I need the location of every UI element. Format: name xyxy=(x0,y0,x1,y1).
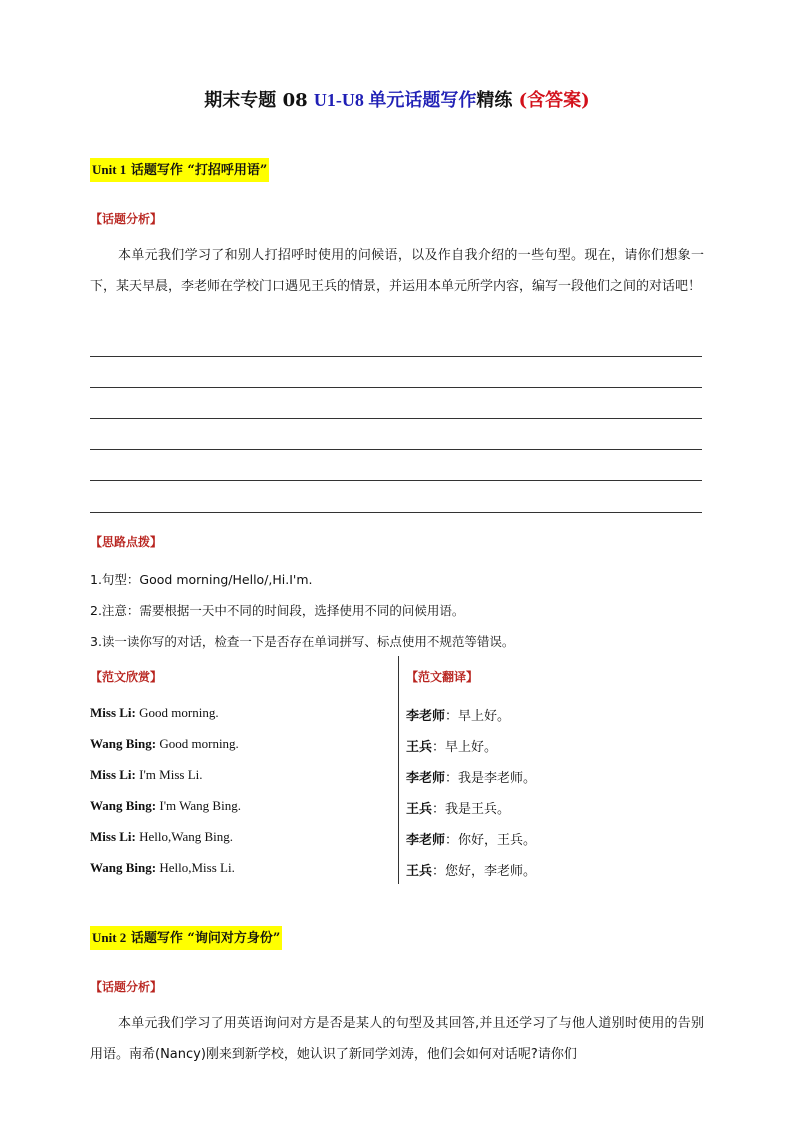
dialog-text: Hello,Miss Li. xyxy=(156,860,235,875)
dialog-speaker: Miss Li: xyxy=(90,705,136,720)
translation-text: ：我是李老师。 xyxy=(445,771,537,786)
translation-line xyxy=(406,705,510,724)
dialog-text: I'm Miss Li. xyxy=(135,767,203,782)
unit1-tip: 1.句型：Good morning/Hello/,Hi.I'm. xyxy=(90,572,313,587)
writing-line xyxy=(90,387,702,388)
sample-dialog-line xyxy=(90,736,239,752)
unit2-heading-cn: 话题写作 “询问对方身份” xyxy=(126,931,281,946)
unit1-tip: 3.读一读你写的对话，检查一下是否存在单词拼写、标点使用不规范等错误。 xyxy=(90,634,515,649)
translation-line xyxy=(406,767,536,786)
translation-text: ：早上好。 xyxy=(432,740,498,755)
translation-text: ：你好，王兵。 xyxy=(445,833,537,848)
unit2-analysis-text: 本单元我们学习了用英语询问对方是否是某人的句型及其回答,并且还学习了与他人道别时使用的告别用语。南希(Nancy)刚来到新学校，她认识了新同学刘涛，他们会如何对话呢?请你们 xyxy=(90,1016,704,1062)
unit1-analysis-tag: 【话题分析】 xyxy=(90,212,163,226)
column-divider xyxy=(398,656,399,884)
dialog-text: I'm Wang Bing. xyxy=(156,798,241,813)
translation-speaker: 李老师 xyxy=(406,833,446,848)
unit1-sample-tag: 【范文欣赏】 xyxy=(90,670,163,684)
dialog-speaker: Miss Li: xyxy=(90,829,136,844)
translation-speaker: 王兵 xyxy=(406,864,433,879)
dialog-speaker: Wang Bing: xyxy=(90,798,157,813)
dialog-speaker: Wang Bing: xyxy=(90,860,157,875)
sample-dialog-line xyxy=(90,798,241,814)
writing-line xyxy=(90,512,702,513)
unit2-analysis-tag: 【话题分析】 xyxy=(90,980,163,994)
writing-line xyxy=(90,356,702,357)
writing-line xyxy=(90,418,702,419)
sample-dialog-line xyxy=(90,860,235,876)
dialog-speaker: Wang Bing: xyxy=(90,736,157,751)
writing-line xyxy=(90,480,702,481)
translation-speaker: 李老师 xyxy=(406,771,446,786)
unit1-tip: 2.注意：需要根据一天中不同的时间段，选择使用不同的问候用语。 xyxy=(90,603,465,618)
unit1-heading-cn: 话题写作 “打招呼用语” xyxy=(126,163,268,178)
title-answer-note: (含答案) xyxy=(512,90,590,111)
unit2-heading xyxy=(90,926,282,950)
unit1-heading xyxy=(90,158,269,182)
translation-speaker: 王兵 xyxy=(406,802,433,817)
translation-line xyxy=(406,798,510,817)
unit1-heading-en: Unit 1 xyxy=(92,162,127,177)
sample-dialog-line xyxy=(90,767,203,783)
dialog-speaker: Miss Li: xyxy=(90,767,136,782)
sample-dialog-line xyxy=(90,829,233,845)
dialog-text: Good morning. xyxy=(135,705,219,720)
translation-text: ：您好，李老师。 xyxy=(432,864,537,879)
translation-text: ：早上好。 xyxy=(445,709,511,724)
dialog-text: Good morning. xyxy=(156,736,239,751)
title-practice: 精练 xyxy=(476,90,513,111)
translation-text: ：我是王兵。 xyxy=(432,802,511,817)
translation-line xyxy=(406,736,497,755)
page-title xyxy=(0,86,794,112)
unit2-heading-en: Unit 2 xyxy=(92,930,127,945)
dialog-text: Hello,Wang Bing. xyxy=(135,829,234,844)
translation-line xyxy=(406,860,536,879)
unit1-analysis-text: 本单元我们学习了和别人打招呼时使用的问候语，以及作自我介绍的一些句型。现在，请你们想象一下，某天早晨，李老师在学校门口遇见王兵的情景，并运用本单元所学内容，编写一段他们之间的对话吧！ xyxy=(90,248,704,294)
writing-line xyxy=(90,449,702,450)
translation-line xyxy=(406,829,536,848)
unit1-tips-tag: 【思路点拨】 xyxy=(90,535,163,549)
title-prefix: 期末专题 08 xyxy=(204,90,314,111)
sample-dialog-line xyxy=(90,705,219,721)
unit1-translation-tag: 【范文翻译】 xyxy=(406,670,479,684)
title-units: U1-U8 单元话题写作 xyxy=(313,90,477,110)
translation-speaker: 李老师 xyxy=(406,709,446,724)
translation-speaker: 王兵 xyxy=(406,740,433,755)
